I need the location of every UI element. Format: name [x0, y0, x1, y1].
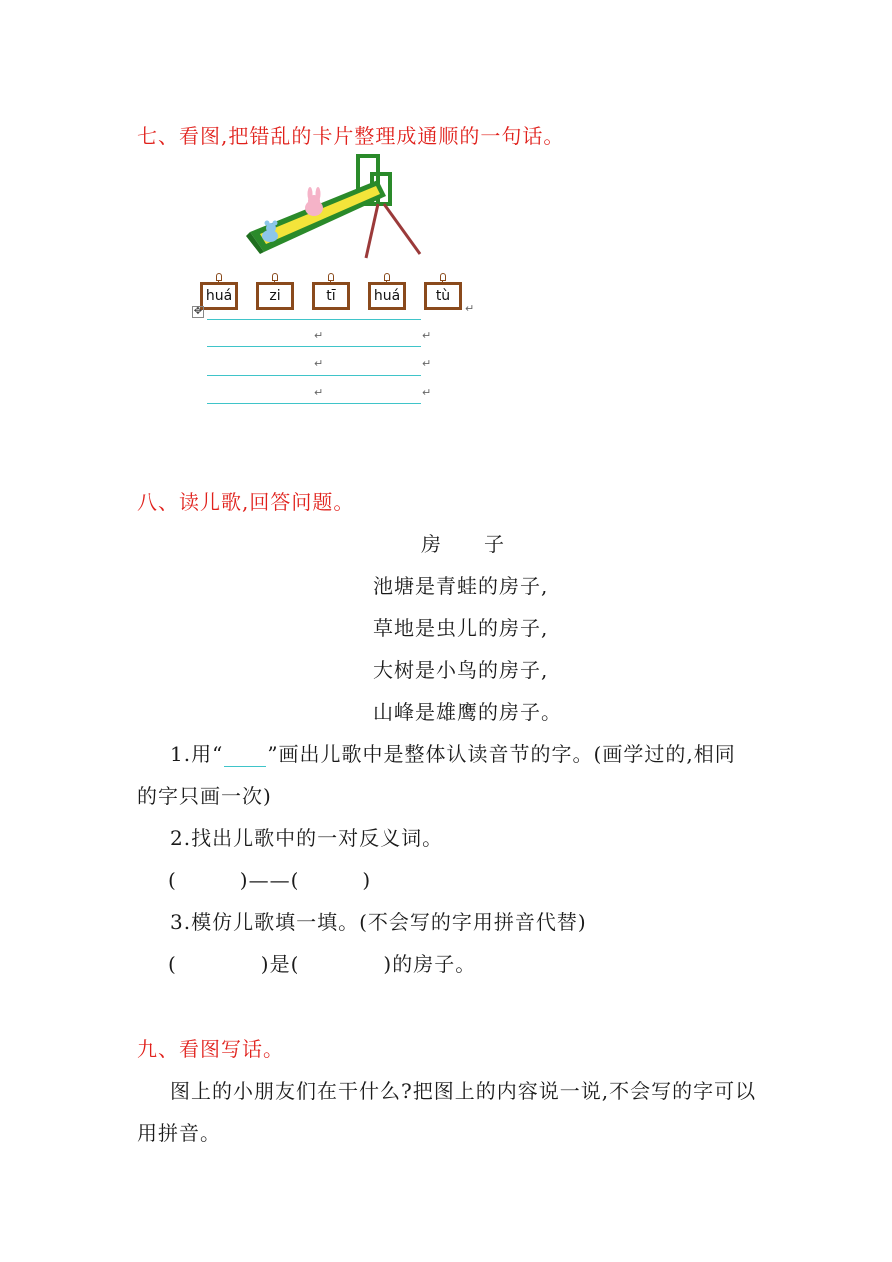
paragraph-mark-icon: ↵ — [314, 386, 324, 399]
paragraph-mark-icon: ↵ — [465, 302, 475, 315]
poem-line: 大树是小鸟的房子, — [373, 658, 549, 682]
poem-line: 池塘是青蛙的房子, — [373, 574, 549, 598]
question-3-answer-blank[interactable]: ( )是( )的房子。 — [168, 952, 477, 976]
poem-line: 山峰是雄鹰的房子。 — [373, 700, 562, 724]
card-text: zi — [269, 288, 281, 304]
question-1-line2: 的字只画一次) — [137, 784, 272, 808]
section9-instruction-line2: 用拼音。 — [137, 1121, 221, 1145]
question-1 — [170, 738, 736, 767]
writing-line — [207, 346, 421, 347]
pinyin-card — [312, 282, 350, 310]
card-text: huá — [205, 288, 233, 304]
card-text: huá — [373, 288, 401, 304]
card-text: tù — [435, 288, 451, 304]
section9-heading: 九、看图写话。 — [137, 1037, 284, 1061]
question-2-answer-blank[interactable]: ( )——( ) — [168, 868, 372, 892]
pinyin-card — [368, 282, 406, 310]
question-1-prefix: 1.用“ — [170, 742, 224, 766]
writing-line — [207, 403, 421, 404]
underline-sample — [224, 748, 266, 767]
writing-line — [207, 319, 421, 320]
poem-line: 草地是虫儿的房子, — [373, 616, 549, 640]
pinyin-card — [200, 282, 238, 310]
question-1-suffix: ”画出儿歌中是整体认读音节的字。(画学过的,相同 — [267, 742, 736, 766]
section9-instruction: 图上的小朋友们在干什么?把图上的内容说一说,不会写的字可以 — [170, 1079, 757, 1103]
paragraph-mark-icon: ↵ — [314, 357, 324, 370]
pinyin-card — [424, 282, 462, 310]
poem-title: 房 子 — [421, 532, 505, 556]
card-text: tī — [326, 288, 336, 304]
section8-heading: 八、读儿歌,回答问题。 — [137, 490, 355, 514]
paragraph-mark-icon: ↵ — [422, 357, 432, 370]
table-move-handle-icon[interactable]: ✥ — [193, 306, 203, 317]
question-3: 3.模仿儿歌填一填。(不会写的字用拼音代替) — [170, 910, 587, 934]
paragraph-mark-icon: ↵ — [422, 386, 432, 399]
paragraph-mark-icon: ↵ — [422, 329, 432, 342]
writing-line — [207, 375, 421, 376]
paragraph-mark-icon: ↵ — [314, 329, 324, 342]
question-2: 2.找出儿歌中的一对反义词。 — [170, 826, 444, 850]
slide-illustration — [240, 150, 440, 262]
pinyin-card — [256, 282, 294, 310]
section7-heading: 七、看图,把错乱的卡片整理成通顺的一句话。 — [137, 124, 565, 148]
